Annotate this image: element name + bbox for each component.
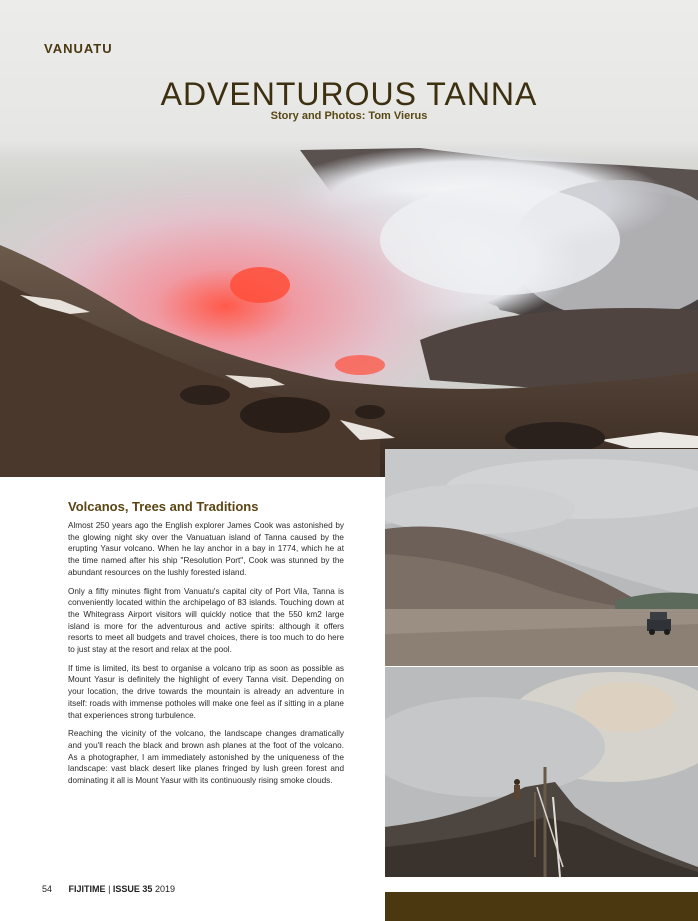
article-paragraph: Reaching the vicinity of the volcano, the landscape changes dramatically and you'll reach the black and brown ash planes at the foot of the volcano. As a photographer, I am immediately astonished by the uniqueness of the landscape: vast black desert like planes fringed by lush green forest and dominating it all is Mount Yasur with its continuously rising smoke clouds.: [68, 729, 344, 786]
page-footer: [42, 884, 175, 894]
article-paragraph: Only a fifty minutes flight from Vanuatu's capital city of Port Vila, Tanna is conveniently located within the archipelago of 83 islands. Touching down at the Whitegrass Airport visitors will quickly notice that the 550 km2 large island is more for the adventurous and active spirits: although it offers resorts to meet all budgets and travel choices, there is too much to do here to just stay at the resort and relax at the pool.: [68, 586, 344, 655]
crater-rim-illustration: [385, 667, 698, 877]
article-title: ADVENTUROUS TANNA: [160, 76, 538, 112]
article-heading: Volcanos, Trees and Traditions: [68, 499, 259, 514]
photo-ash-plain-road: [385, 449, 698, 666]
article-body: [68, 499, 344, 794]
issue-year: 2019: [154, 884, 175, 894]
page-number: 54: [42, 884, 53, 894]
footer-separator: |: [108, 884, 111, 894]
article-paragraph: Almost 250 years ago the English explorer James Cook was astonished by the glowing night sky over the Vanuatuan island of Tanna caused by the erupting Yasur volcano. When he lay anchor in a bay in 1774, which he at the time named after his ship "Resolution Port", Cook was stunned by the abundant resources on the lushly forested island.: [68, 521, 344, 577]
ash-plain-illustration: [385, 449, 698, 666]
decorative-brown-bar: [385, 892, 698, 921]
issue-number: ISSUE 35: [112, 884, 153, 894]
section-tag: VANUATU: [44, 41, 113, 56]
article-paragraph: If time is limited, its best to organise a volcano trip as soon as possible as Mount Yasur is definitely the highlight of every Tanna visit. Depending on your location, the drive towards the mountain is already an adventure in itself: roads with immense potholes will make one feel as if sitting in a plane that experiences strong turbulence.: [68, 663, 344, 720]
photo-crater-rim-walk: [385, 667, 698, 877]
byline: Story and Photos: Tom Vierus: [270, 110, 428, 122]
magazine-name: FIJITIME: [68, 884, 106, 894]
